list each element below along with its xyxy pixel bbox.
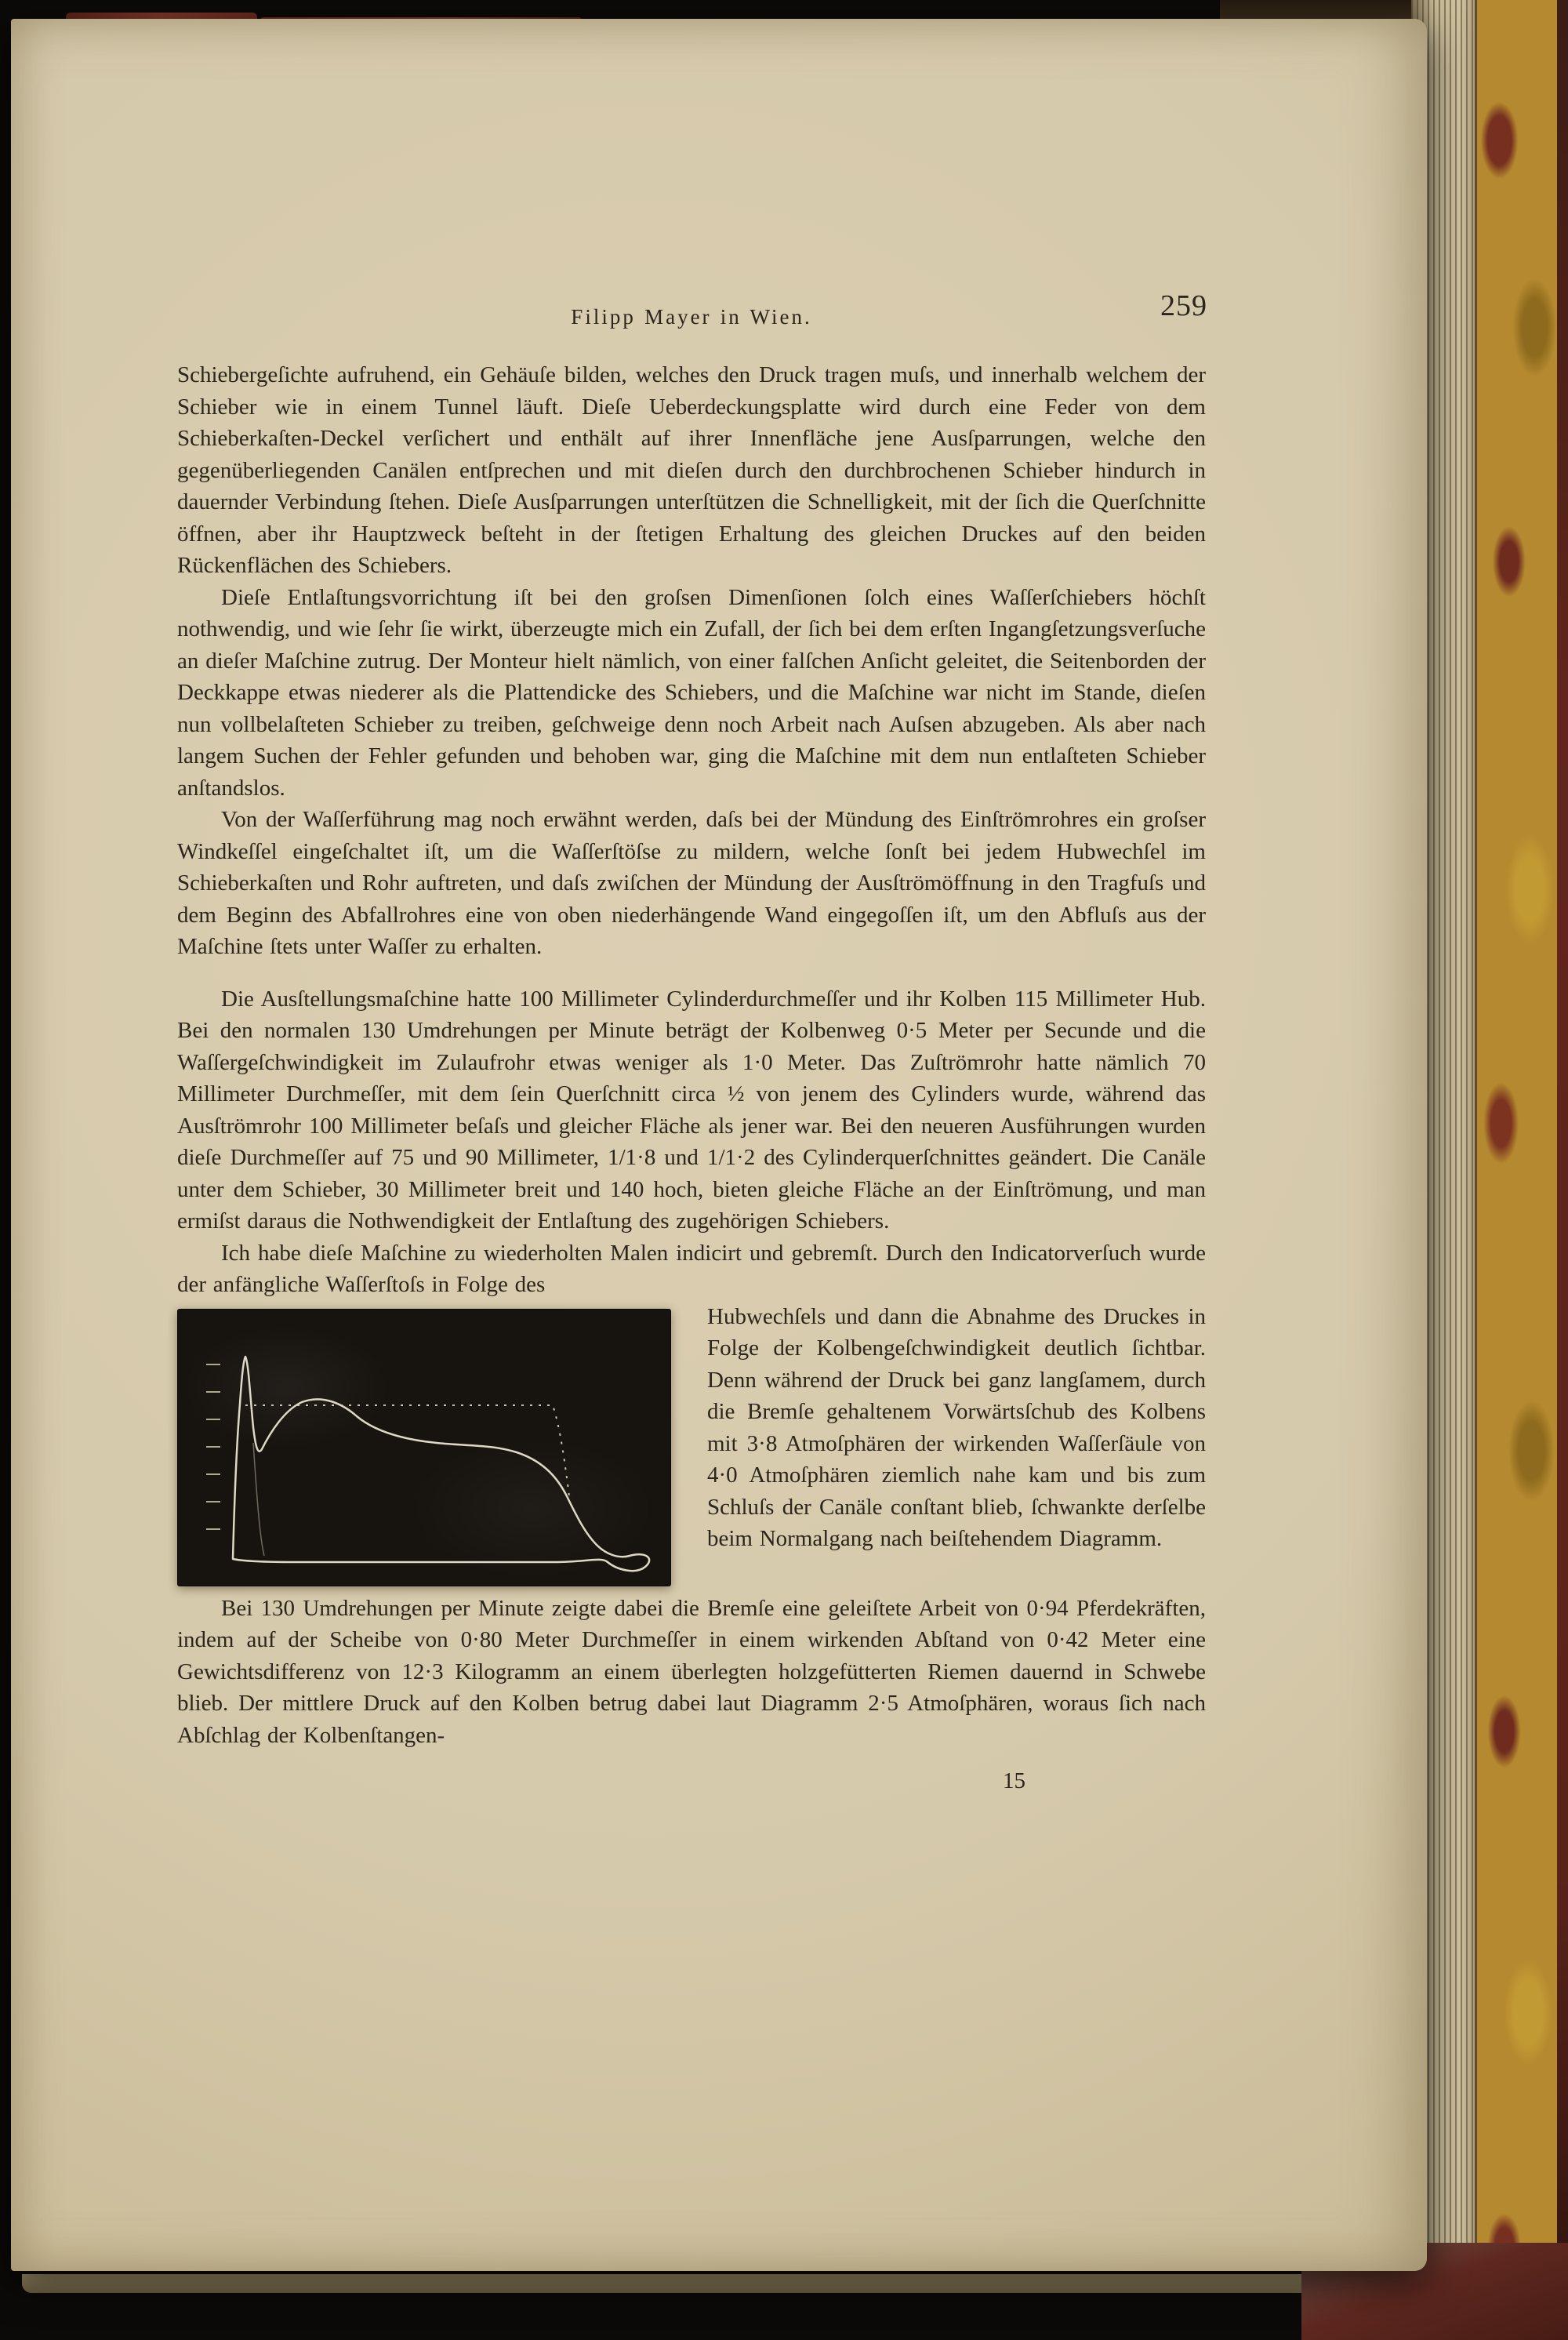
- indicator-diagram-figure: [177, 1309, 671, 1586]
- signature-mark: 15: [1003, 1768, 1025, 1793]
- diagram-curve: [233, 1357, 649, 1571]
- diagram-scale-ticks: [206, 1364, 220, 1529]
- page-number: 259: [1160, 289, 1207, 322]
- paragraph-6: Bei 130 Umdrehungen per Minute zeigte dabei die Bremſe eine geleiſtete Arbeit von 0·94 Pferdekräften, indem auf der Scheibe von 0·80 Meter Durchmeſſer in einem wirkenden Abſtand von 0·42 Meter eine Gewichtsdifferenz von 12·3 Kilogramm an einem überlegten holzgefütterten Riemen dauernd in Schwebe blieb. Der mittlere Druck auf den Kolben betrug dabei laut Diagramm 2·5 Atmoſphären, woraus ſich nach Abſchlag der Kolbenſtangen-: [177, 1595, 1206, 1748]
- page-text-block: [177, 289, 1207, 1797]
- book-page: [11, 19, 1427, 2271]
- running-title: Filipp Mayer in Wien.: [571, 305, 812, 329]
- paragraph-1: Schiebergeſichte aufruhend, ein Gehäuſe bilden, welches den Druck tragen muſs, und innerhalb welchem der Schieber wie in einem Tunnel läuft. Dieſe Ueberdeckungsplatte wird durch eine Feder von dem Schieberkaſten-Deckel verſichert und enthält auf ihrer Innenfläche jene Ausſparrungen, welche den gegenüberliegenden Canälen entſprechen und mit dieſen durch den durchbrochenen Schieber hindurch in dauernder Verbindung ſtehen. Dieſe Ausſparrungen unterſtützen die Schnelligkeit, mit der ſich die Querſchnitte öffnen, aber ihr Hauptzweck beſteht in der ſtetigen Erhaltung des gleichen Druckes auf den beiden Rückenflächen des Schiebers.: [177, 362, 1206, 578]
- marbled-fore-edge: [1475, 0, 1557, 2340]
- indicator-diagram-plot: [178, 1310, 670, 1586]
- paragraph-5-intro: Ich habe dieſe Maſchine zu wiederholten Malen indicirt und gebremſt. Durch den Indicatorverſuch wurde der anfängliche Waſſerſtoſs in Folge des: [177, 1240, 1206, 1297]
- paragraph-5-wrap: Hubwechſels und dann die Abnahme des Druckes in Folge der Kolbengeſchwindigkeit deutlich ſichtbar. Denn während der Druck bei ganz langſamem, durch die Bremſe gehaltenem Vorwärtsſchub des Kolbens mit 3·8 Atmoſphären der wirkenden Waſſerſäule von 4·0 Atmoſphären ziemlich nahe kam und bis zum Schluſs der Canäle conſtant blieb, ſchwankte derſelbe beim Normalgang nach beiſtehendem Diagramm.: [707, 1303, 1206, 1551]
- paragraph-4: Die Ausſtellungsmaſchine hatte 100 Millimeter Cylinderdurchmeſſer und ihr Kolben 115 Millimeter Hub. Bei den normalen 130 Umdrehungen per Minute beträgt der Kolbenweg 0·5 Meter per Secunde und die Waſſergeſchwindigkeit im Zulaufrohr etwas weniger als 1·0 Meter. Das Zuſtrömrohr hatte nämlich 70 Millimeter Durchmeſſer, mit dem ſein Querſchnitt circa ½ von jenem des Cylinders wurde, während das Ausſtrömrohr 100 Millimeter beſaſs und gleicher Fläche als jener war. Bei den neueren Ausführungen wurden dieſe Durchmeſſer auf 75 und 90 Millimeter, 1/1·8 und 1/1·2 des Cylinderquerſchnittes geändert. Die Canäle unter dem Schieber, 30 Millimeter breit und 140 hoch, bieten gleiche Fläche an der Einſtrömung, und man ermiſst daraus die Nothwendigkeit der Entlaſtung des zugehörigen Schiebers.: [177, 986, 1206, 1234]
- page-header: [177, 289, 1207, 336]
- paragraph-2: Dieſe Entlaſtungsvorrichtung iſt bei den groſsen Dimenſionen ſolch eines Waſſerſchiebers höchſt nothwendig, und wie ſehr ſie wirkt, überzeugte mich ein Zufall, der ſich bei dem erſten Ingangſetzungsverſuche an dieſer Maſchine zutrug. Der Monteur hielt nämlich, von einer falſchen Anſicht geleitet, die Seitenborden der Deckkappe etwas niederer als die Plattendicke des Schiebers, und die Maſchine war nicht im Stande, dieſen nun vollbelaſteten Schieber zu treiben, geſchweige denn noch Arbeit nach Auſsen abzugeben. Als aber nach langem Suchen der Fehler gefunden und behoben war, ging die Maſchine mit dem nun entlaſteten Schieber anſtandslos.: [177, 584, 1206, 801]
- diagram-spike-return: [253, 1443, 264, 1556]
- page-bottom-edge: [22, 2274, 1399, 2293]
- paragraph-3: Von der Waſſerführung mag noch erwähnt werden, daſs bei der Mündung des Einſtrömrohres ein groſser Windkeſſel eingeſchaltet iſt, um die Waſſerſtöſse zu mildern, welche ſonſt bei jedem Hubwechſel im Schieberkaſten und Rohr auftreten, und daſs zwiſchen der Mündung der Ausſtrömöffnung in den Tragfuſs und dem Beginn des Abfallrohres eine von oben niederhängende Wand eingegoſſen iſt, um den Abfluſs aus der Maſchine ſtets unter Waſſer zu erhalten.: [177, 807, 1206, 959]
- book-spine-edge: [1557, 0, 1568, 2340]
